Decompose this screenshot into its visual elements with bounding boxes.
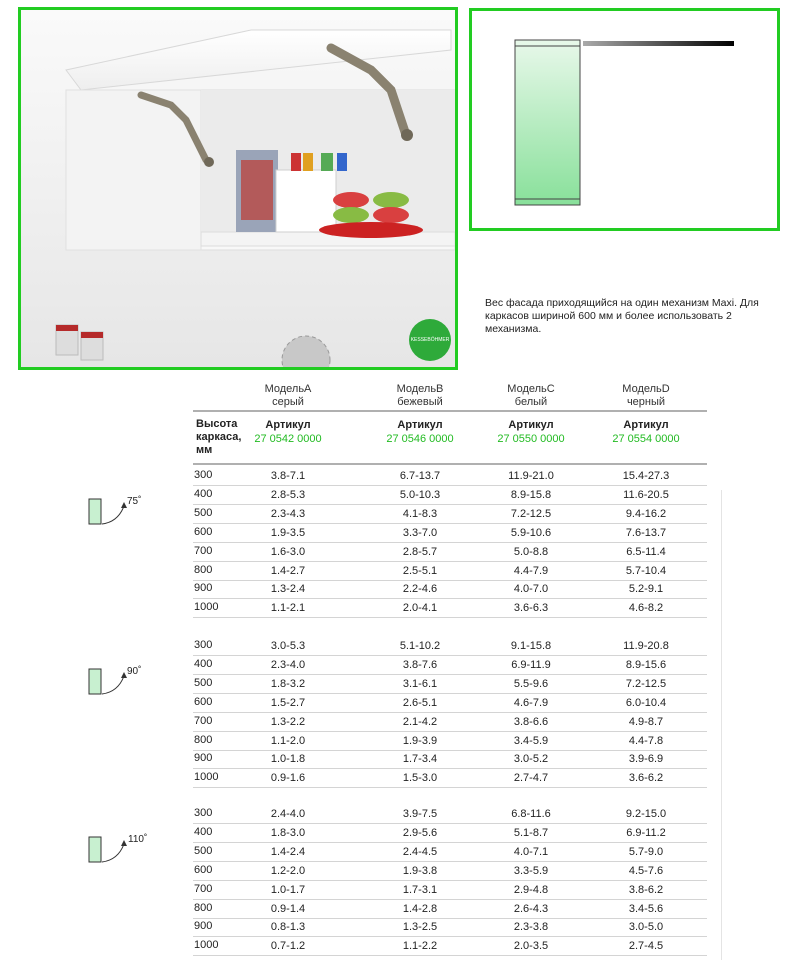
weight-range-cell: 3.6-6.2: [628, 772, 664, 785]
weight-range-cell: 11.6-20.5: [623, 488, 669, 501]
weight-range-cell: 2.3-3.8: [513, 921, 549, 934]
weight-range-cell: 1.3-2.2: [270, 715, 306, 728]
row-height: 900: [194, 920, 213, 933]
model-header: [233, 383, 343, 409]
table-row: [193, 732, 707, 751]
article-label: Артикул: [397, 419, 443, 431]
weight-range-cell: 0.8-1.3: [270, 921, 306, 934]
row-height: 300: [194, 807, 213, 819]
height-header-line-1: Высота: [196, 418, 238, 430]
table-row: [193, 862, 707, 881]
weight-range-cell: 5.7-9.0: [628, 845, 664, 858]
article-code: 27 0546 0000: [386, 433, 454, 445]
article-code: 27 0550 0000: [497, 433, 565, 445]
model-color: серый: [272, 396, 304, 408]
article-header: [365, 418, 475, 446]
table-row: [193, 486, 707, 505]
row-height: 400: [194, 487, 213, 500]
weight-range-cell: 5.5-9.6: [513, 677, 549, 690]
weight-range-cell: 1.7-3.4: [402, 753, 438, 766]
weight-range-cell: 1.9-3.8: [402, 864, 438, 877]
table-row: [193, 656, 707, 675]
weight-range-cell: 3.3-7.0: [402, 526, 438, 539]
weight-range-cell: 1.9-3.5: [270, 526, 306, 539]
weight-range-cell: 1.4-2.8: [402, 902, 438, 915]
weight-range-cell: 2.8-5.3: [270, 488, 306, 501]
height-header: [196, 418, 241, 457]
weight-range-cell: 2.5-5.1: [402, 564, 438, 577]
row-height: 300: [194, 469, 213, 481]
weight-range-cell: 2.8-5.7: [402, 545, 438, 558]
weight-range-cell: 7.2-12.5: [625, 677, 667, 690]
weight-range-cell: 1.0-1.8: [270, 753, 306, 766]
article-code: 27 0554 0000: [612, 433, 680, 445]
weight-range-cell: 1.8-3.2: [270, 677, 306, 690]
weight-range-cell: 2.3-4.0: [270, 658, 306, 671]
opening-angle-label: 110˚: [128, 834, 148, 845]
weight-range-cell: 9.2-15.0: [625, 808, 667, 820]
table-row: [193, 918, 707, 937]
opening-angle-label: 75˚: [127, 496, 142, 507]
article-label: Артикул: [265, 419, 311, 431]
model-color: черный: [626, 396, 666, 408]
row-height: 700: [194, 714, 213, 727]
table-row: [193, 694, 707, 713]
weight-range-cell: 4.6-8.2: [628, 602, 664, 615]
weight-range-cell: 2.0-3.5: [513, 940, 549, 953]
weight-range-cell: 4.4-7.9: [513, 564, 549, 577]
row-height: 1000: [194, 939, 219, 952]
weight-range-cell: 4.9-8.7: [628, 715, 664, 728]
weight-range-cell: 3.9-7.5: [402, 808, 438, 820]
height-header-line-3: мм: [196, 444, 213, 456]
weight-range-cell: 9.1-15.8: [510, 640, 552, 652]
weight-range-cell: 5.9-10.6: [510, 526, 552, 539]
table-row: [193, 467, 707, 486]
weight-range-cell: 2.7-4.7: [513, 772, 549, 785]
weight-range-cell: 1.6-3.0: [270, 545, 306, 558]
weight-range-cell: 3.8-6.6: [513, 715, 549, 728]
weight-range-cell: 3.6-6.3: [513, 602, 549, 615]
weight-range-cell: 6.8-11.6: [511, 808, 551, 820]
model-header: [476, 383, 586, 409]
weight-range-cell: 3.0-5.0: [628, 921, 664, 934]
weight-range-cell: 1.7-3.1: [402, 883, 438, 896]
weight-range-cell: 1.5-3.0: [402, 772, 438, 785]
weight-range-cell: 4.1-8.3: [402, 507, 438, 520]
row-height: 700: [194, 544, 213, 557]
weight-range-cell: 2.4-4.0: [270, 808, 306, 820]
model-name: МодельA: [264, 383, 312, 395]
weight-range-cell: 15.4-27.3: [622, 470, 670, 482]
table-row: [193, 637, 707, 656]
weight-range-cell: 3.4-5.6: [628, 902, 664, 915]
weight-range-cell: 1.1-2.0: [270, 734, 306, 747]
row-height: 800: [194, 733, 213, 746]
weight-range-cell: 1.4-2.7: [270, 564, 306, 577]
row-height: 400: [194, 825, 213, 838]
row-height: 400: [194, 657, 213, 670]
row-height: 500: [194, 676, 213, 689]
row-height: 1000: [194, 771, 219, 784]
weight-range-cell: 0.7-1.2: [270, 940, 306, 953]
row-height: 1000: [194, 601, 219, 614]
weight-range-cell: 0.9-1.6: [270, 772, 306, 785]
header-top-rule: [193, 410, 707, 412]
weight-range-cell: 2.6-5.1: [402, 696, 438, 709]
weight-range-cell: 5.1-10.2: [399, 640, 441, 652]
weight-range-cell: 1.1-2.1: [270, 602, 306, 615]
flap-door-diagram: [472, 11, 777, 228]
weight-range-cell: 1.9-3.9: [402, 734, 438, 747]
weight-range-cell: 6.0-10.4: [625, 696, 667, 709]
header-bottom-rule: [193, 463, 707, 465]
table-row: [193, 543, 707, 562]
weight-range-cell: 3.8-7.6: [402, 658, 438, 671]
weight-range-cell: 3.9-6.9: [628, 753, 664, 766]
row-height: 800: [194, 563, 213, 576]
brand-badge-text: KESSEBÖHMER: [410, 337, 450, 343]
row-height: 600: [194, 695, 213, 708]
row-height: 800: [194, 901, 213, 914]
row-height: 500: [194, 506, 213, 519]
row-height: 600: [194, 863, 213, 876]
row-height: 900: [194, 582, 213, 595]
weight-range-cell: 3.3-5.9: [513, 864, 549, 877]
weight-range-cell: 0.9-1.4: [270, 902, 306, 915]
brand-badge: [409, 319, 451, 361]
weight-range-cell: 4.0-7.0: [513, 583, 549, 596]
weight-range-cell: 2.1-4.2: [402, 715, 438, 728]
row-height: 600: [194, 525, 213, 538]
weight-range-cell: 2.4-4.5: [402, 845, 438, 858]
weight-range-cell: 1.8-3.0: [270, 826, 306, 839]
weight-range-cell: 11.9-20.8: [623, 640, 669, 652]
weight-range-cell: 2.6-4.3: [513, 902, 549, 915]
model-name: МодельC: [507, 383, 555, 395]
row-height: 900: [194, 752, 213, 765]
weight-range-cell: 7.2-12.5: [510, 507, 552, 520]
table-row: [193, 937, 707, 956]
weight-range-cell: 2.2-4.6: [402, 583, 438, 596]
weight-range-cell: 5.0-10.3: [399, 488, 441, 501]
table-row: [193, 881, 707, 900]
article-header: [233, 418, 343, 446]
weight-range-cell: 5.7-10.4: [625, 564, 667, 577]
weight-range-cell: 4.0-7.1: [513, 845, 549, 858]
table-row: [193, 599, 707, 618]
article-header: [476, 418, 586, 446]
weight-range-cell: 3.4-5.9: [513, 734, 549, 747]
table-row: [193, 824, 707, 843]
weight-range-cell: 6.9-11.2: [626, 826, 666, 839]
weight-range-cell: 1.4-2.4: [270, 845, 306, 858]
model-header: [591, 383, 701, 409]
weight-range-cell: 6.5-11.4: [626, 545, 666, 558]
model-header: [365, 383, 475, 409]
weight-range-cell: 3.0-5.2: [513, 753, 549, 766]
weight-range-cell: 8.9-15.8: [510, 488, 552, 501]
weight-range-cell: 4.5-7.6: [628, 864, 664, 877]
weight-range-cell: 3.8-7.1: [270, 470, 306, 482]
weight-range-cell: 2.9-5.6: [402, 826, 438, 839]
table-row: [193, 805, 707, 824]
opening-angle-label: 90˚: [127, 666, 142, 677]
weight-range-cell: 6.9-11.9: [511, 658, 551, 671]
product-photo: [18, 7, 458, 370]
table-row: [193, 750, 707, 769]
weight-range-cell: 9.4-16.2: [625, 507, 667, 520]
table-row: [193, 524, 707, 543]
row-height: 700: [194, 882, 213, 895]
model-color: белый: [514, 396, 548, 408]
weight-range-cell: 2.7-4.5: [628, 940, 664, 953]
weight-range-cell: 5.0-8.8: [513, 545, 549, 558]
weight-range-cell: 1.3-2.4: [270, 583, 306, 596]
weight-range-cell: 5.1-8.7: [513, 826, 549, 839]
right-rule: [721, 490, 722, 960]
row-height: 500: [194, 844, 213, 857]
weight-range-cell: 5.2-9.1: [628, 583, 664, 596]
weight-range-cell: 2.9-4.8: [513, 883, 549, 896]
model-name: МодельD: [622, 383, 670, 395]
article-label: Артикул: [508, 419, 554, 431]
table-row: [193, 562, 707, 581]
weight-range-cell: 3.0-5.3: [270, 640, 306, 652]
table-row: [193, 505, 707, 524]
weight-range-cell: 1.1-2.2: [402, 940, 438, 953]
row-height: 300: [194, 639, 213, 651]
table-row: [193, 843, 707, 862]
weight-range-cell: 2.3-4.3: [270, 507, 306, 520]
table-row: [193, 675, 707, 694]
flap-diagram: [469, 8, 780, 231]
cabinet-photo-illustration: [21, 10, 455, 367]
article-label: Артикул: [623, 419, 669, 431]
table-row: [193, 900, 707, 919]
table-row: [193, 713, 707, 732]
height-header-line-2: каркаса,: [196, 431, 242, 443]
weight-range-cell: 7.6-13.7: [625, 526, 667, 539]
weight-range-cell: 4.4-7.8: [628, 734, 664, 747]
table-row: [193, 580, 707, 599]
weight-range-cell: 8.9-15.6: [625, 658, 667, 671]
weight-range-cell: 2.0-4.1: [402, 602, 438, 615]
weight-range-cell: 3.8-6.2: [628, 883, 664, 896]
article-header: [591, 418, 701, 446]
weight-range-cell: 1.3-2.5: [402, 921, 438, 934]
model-name: МодельB: [396, 383, 444, 395]
weight-range-cell: 3.1-6.1: [402, 677, 438, 690]
weight-range-cell: 6.7-13.7: [399, 470, 441, 482]
table-row: [193, 769, 707, 788]
weight-range-cell: 1.0-1.7: [270, 883, 306, 896]
weight-range-cell: 4.6-7.9: [513, 696, 549, 709]
weight-range-cell: 1.2-2.0: [270, 864, 306, 877]
weight-range-cell: 1.5-2.7: [270, 696, 306, 709]
note-text: Вес фасада приходящийся на один механизм Maxi. Для каркасов шириной 600 мм и более использовать 2 механизма.: [485, 297, 759, 335]
model-color: бежевый: [397, 396, 443, 408]
article-code: 27 0542 0000: [254, 433, 322, 445]
weight-range-cell: 11.9-21.0: [508, 470, 554, 482]
